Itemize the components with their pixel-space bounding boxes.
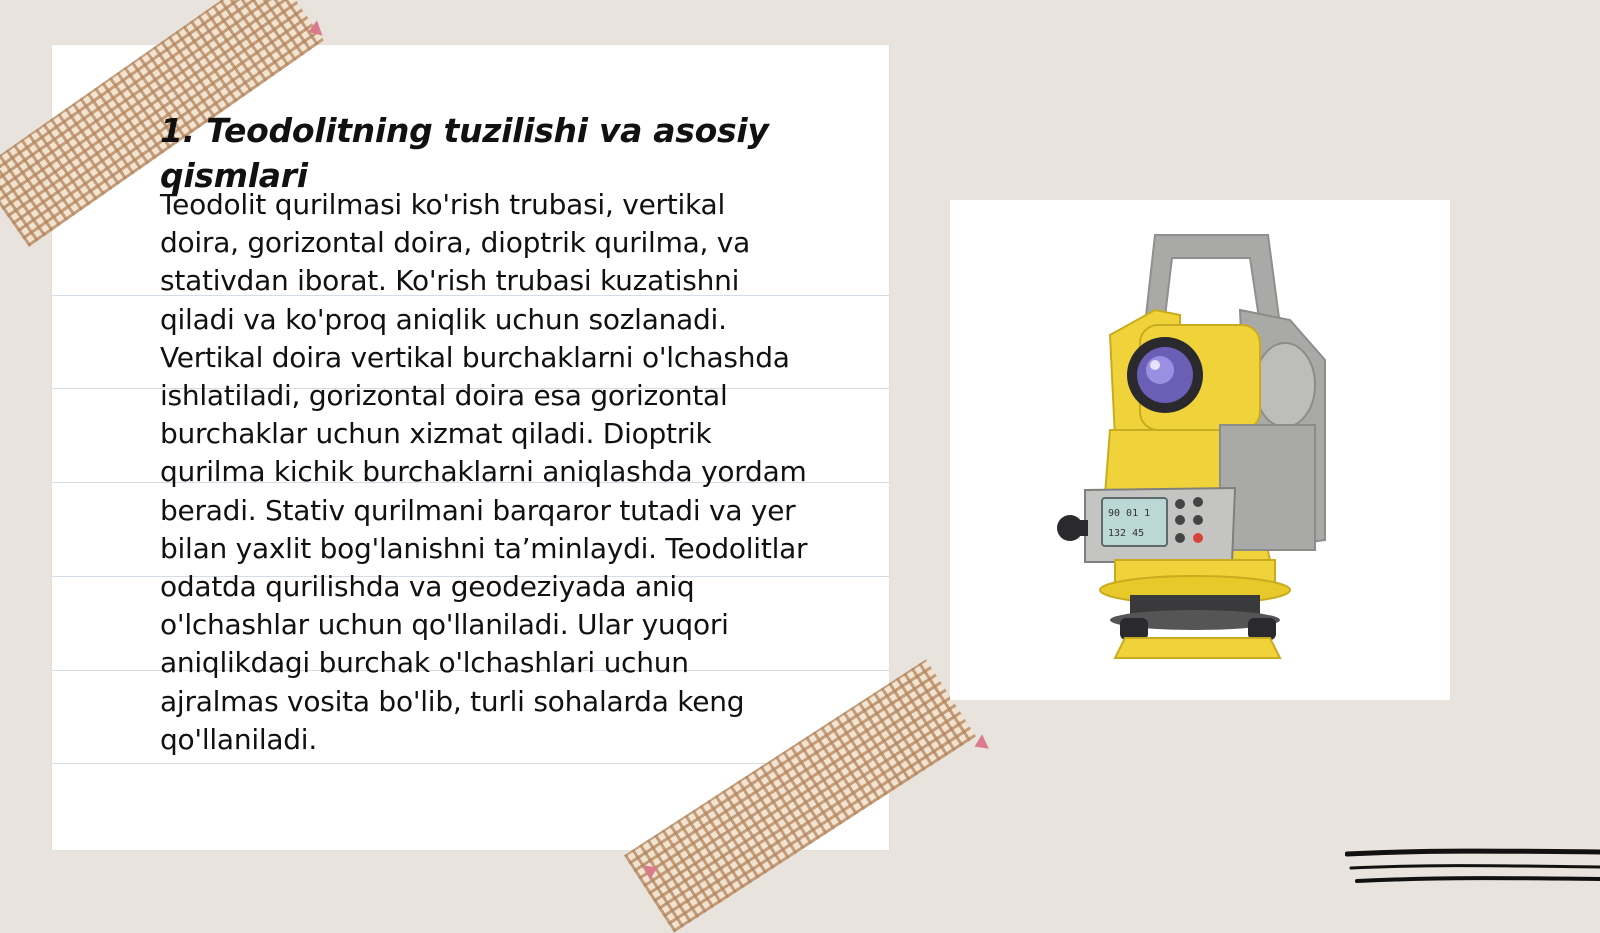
- display-line-2: 132 45: [1108, 528, 1145, 539]
- decorative-brush-strokes: [1345, 848, 1600, 893]
- slide-body-text: Teodolit qurilmasi ko'rish trubasi, vertikal doira, gorizontal doira, dioptrik qurilma, va stativdan iborat. Ko'rish trubasi kuzatishni qiladi va ko'proq aniqlik uchun sozlanadi. Vertikal doira vertikal burchaklarni o'lchashda ishlatiladi, gorizontal doira esa gorizontal burchaklar uchun xizmat qiladi. Dioptrik qurilma kichik burchaklarni aniqlashda yordam beradi. Stativ qurilmani barqaror tutadi va yer bilan yaxlit bog'lanishni ta’minlaydi. Teodolitlar odatda qurilishda va geodeziyada aniq o'lchashlar uchun qo'llaniladi. Ular yuqori aniqlikdagi burchak o'lchashlari uchun ajralmas vosita bo'lib, turli sohalarda keng qo'llaniladi.: [160, 188, 808, 756]
- tape-corner-accent: [971, 734, 989, 754]
- theodolite-icon: [950, 200, 1450, 700]
- display-line-1: 90 01 1: [1108, 508, 1151, 519]
- theodolite-image-panel: [950, 200, 1450, 700]
- slide-title: 1. Teodolitning tuzilishi va asosiy qismlari: [160, 111, 769, 195]
